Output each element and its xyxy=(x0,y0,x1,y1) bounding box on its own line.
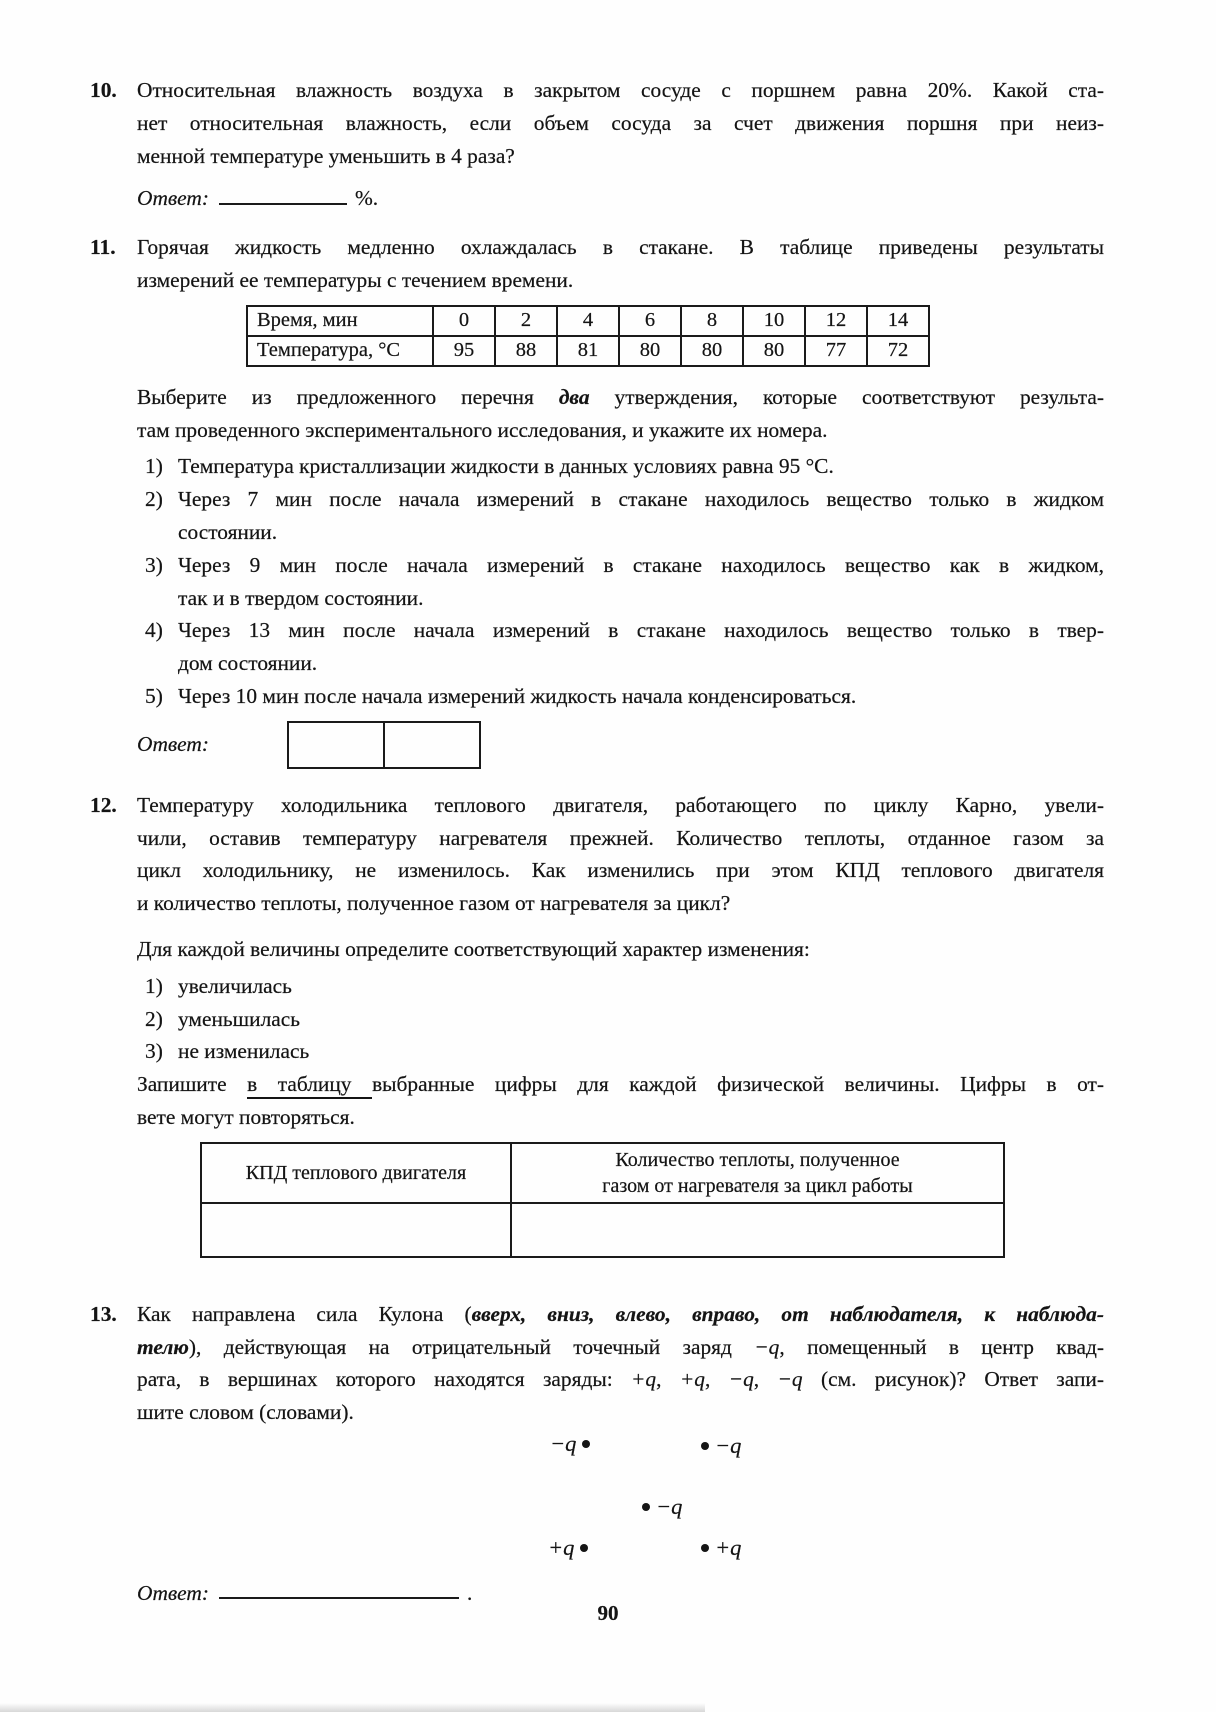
option-text xyxy=(178,1035,1104,1068)
table-cell: 6 xyxy=(619,306,681,336)
emphasized-text: телю xyxy=(137,1334,189,1359)
statement-number: 1) xyxy=(145,454,163,479)
answer-box xyxy=(287,721,481,769)
change-instruction: Для каждой величины определите соответствующий характер изменения: xyxy=(137,936,810,961)
text-line xyxy=(137,1298,1104,1331)
text-line: и количество теплоты, полученное газом от нагревателя за цикл? xyxy=(137,891,731,916)
table-row-time xyxy=(247,306,929,336)
charge-dot xyxy=(701,1442,709,1450)
text-segment: выбранные цифры для каждой физической величины. Цифры в от- xyxy=(372,1072,1105,1097)
text-line xyxy=(137,381,1104,414)
charge-bottom-right xyxy=(695,1534,742,1560)
statement-number: 5) xyxy=(145,683,163,708)
answer-cell-heat[interactable] xyxy=(511,1203,1004,1257)
statement-number: 4) xyxy=(145,618,163,643)
charge-symbol: −q xyxy=(728,1367,754,1392)
text-line: цикл холодильнику, не изменилось. Как изменились при этом КПД теплового двигателя xyxy=(137,858,1104,883)
table-cell: 95 xyxy=(433,336,495,366)
option-number: 1) xyxy=(145,973,163,998)
change-option-1 xyxy=(137,970,1104,1003)
statement-text xyxy=(178,450,1104,483)
text-line: Через 13 мин после начала измерений в стакане находилось вещество только в твер- xyxy=(178,618,1104,643)
table-cell: 80 xyxy=(681,336,743,366)
answer-box-cell-2[interactable] xyxy=(383,723,479,767)
table-cell: Время, мин xyxy=(247,306,433,336)
charge-bottom-left xyxy=(548,1534,594,1560)
problem-body xyxy=(137,231,1104,769)
text-line: Количество теплоты, полученное xyxy=(615,1148,900,1171)
text-segment: , помещенный в центр квад- xyxy=(779,1334,1105,1359)
text-line xyxy=(137,1363,1104,1396)
change-option-3 xyxy=(137,1035,1104,1068)
answer-table-12 xyxy=(200,1142,1005,1258)
charges-figure xyxy=(137,1430,1104,1561)
measurements-table xyxy=(246,305,930,367)
answer-row-11 xyxy=(137,721,1104,769)
text-segment: утверждения, которые соответствуют результа- xyxy=(589,384,1104,409)
statement-2 xyxy=(137,483,1104,549)
text-line: так и в твердом состоянии. xyxy=(178,585,424,610)
problem-number: 11. xyxy=(90,235,116,260)
table-cell: Температура, °С xyxy=(247,336,433,366)
emphasized-text: вверх, вниз, влево, вправо, от наблюдателя, к наблюда- xyxy=(471,1301,1104,1326)
charge-center xyxy=(636,1493,683,1519)
emphasized-word: два xyxy=(558,384,590,409)
problem-11 xyxy=(90,231,1104,769)
text-line: состоянии. xyxy=(178,519,278,544)
charge-label: +q xyxy=(715,1534,742,1560)
statement-text xyxy=(178,483,1104,549)
charge-symbol: +q xyxy=(679,1367,705,1392)
problem-12 xyxy=(90,789,1104,1258)
charge-label: −q xyxy=(656,1493,683,1519)
scan-edge-artifact xyxy=(0,1703,705,1712)
problem-body xyxy=(137,789,1104,1258)
table-cell: 80 xyxy=(619,336,681,366)
content xyxy=(90,74,1104,1610)
text-line: Через 9 мин после начала измерений в стакане находилось вещество как в жидком, xyxy=(178,552,1104,577)
answer-suffix: %. xyxy=(354,186,379,211)
statement-text xyxy=(178,614,1104,680)
table-cell: 77 xyxy=(805,336,867,366)
charge-dot xyxy=(701,1544,709,1552)
charge-symbol: +q xyxy=(631,1367,657,1392)
problem-body xyxy=(137,74,1104,215)
text-line: там проведенного экспериментального исследования, и укажите их номера. xyxy=(137,417,828,442)
text-line: не изменилась xyxy=(178,1039,310,1064)
option-number: 2) xyxy=(145,1006,163,1031)
statements-list xyxy=(137,450,1104,712)
charge-dot xyxy=(642,1503,650,1511)
charge-top-left xyxy=(550,1430,596,1456)
answer-box-cell-1[interactable] xyxy=(289,723,383,767)
text-segment: Как направлена сила Кулона ( xyxy=(137,1301,472,1326)
table-cell: 2 xyxy=(495,306,557,336)
answer-cell-efficiency[interactable] xyxy=(201,1203,511,1257)
text-segment: , xyxy=(753,1367,778,1392)
table-cell: 88 xyxy=(495,336,557,366)
table-row-temperature xyxy=(247,336,929,366)
text-line: нет относительная влажность, если объем сосуда за счет движения поршня при неиз- xyxy=(137,110,1104,135)
statement-text xyxy=(178,549,1104,615)
answer-label: Ответ: xyxy=(137,1580,209,1605)
option-number: 3) xyxy=(145,1039,163,1064)
answer-suffix: . xyxy=(466,1580,473,1605)
text-segment: Выберите из предложенного перечня xyxy=(137,384,559,409)
charge-symbol: −q xyxy=(777,1367,803,1392)
table-cell: 14 xyxy=(867,306,929,336)
table-cell: 81 xyxy=(557,336,619,366)
change-option-2 xyxy=(137,1003,1104,1036)
text-line: Горячая жидкость медленно охлаждалась в стакане. В таблице приведены результаты xyxy=(137,235,1104,260)
answer-blank[interactable] xyxy=(219,1595,459,1599)
text-segment: , xyxy=(704,1367,729,1392)
text-line: чили, оставив температуру нагревателя прежней. Количество теплоты, отданное газом за xyxy=(137,825,1104,850)
text-line: Через 7 мин после начала измерений в стакане находилось вещество только в жидком xyxy=(178,487,1104,512)
page-number: 90 xyxy=(597,1601,619,1625)
problem-body xyxy=(137,1298,1104,1610)
statement-number: 2) xyxy=(145,487,163,512)
text-line: измерений ее температуры с течением времени. xyxy=(137,267,574,292)
text-line: увеличилась xyxy=(178,973,292,998)
statement-text xyxy=(178,680,1104,713)
charge-label: +q xyxy=(548,1534,575,1560)
answer-blank[interactable] xyxy=(219,201,347,205)
header-efficiency: КПД теплового двигателя xyxy=(201,1143,511,1203)
text-segment: рата, в вершинах которого находятся заряды: xyxy=(137,1367,631,1392)
table-cell: 72 xyxy=(867,336,929,366)
table-cell: 10 xyxy=(743,306,805,336)
write-instruction xyxy=(137,1068,1104,1134)
header-heat xyxy=(511,1143,1004,1203)
table-cell: 80 xyxy=(743,336,805,366)
problem-10 xyxy=(90,74,1104,215)
table-cell: 4 xyxy=(557,306,619,336)
problem-number: 10. xyxy=(90,78,117,102)
text-segment: , xyxy=(656,1367,680,1392)
statement-3 xyxy=(137,549,1104,615)
problem-13 xyxy=(90,1298,1104,1610)
text-line: Температуру холодильника теплового двигателя, работающего по циклу Карно, увели- xyxy=(137,792,1104,817)
text-line: Температура кристаллизации жидкости в данных условиях равна 95 °С. xyxy=(178,454,834,479)
statement-1 xyxy=(137,450,1104,483)
table-cell: 8 xyxy=(681,306,743,336)
charge-dot xyxy=(582,1440,590,1448)
change-options-list xyxy=(137,970,1104,1068)
table-cell: 0 xyxy=(433,306,495,336)
select-instruction xyxy=(137,381,1104,447)
charge-label: −q xyxy=(715,1432,742,1458)
charge-dot xyxy=(580,1544,588,1552)
charge-label: −q xyxy=(550,1430,577,1456)
charge-top-right xyxy=(695,1432,742,1458)
statement-5 xyxy=(137,680,1104,713)
option-text xyxy=(178,970,1104,1003)
answer-row-10 xyxy=(137,182,1104,215)
text-segment: Запишите xyxy=(137,1072,248,1097)
text-segment: (см. рисунок)? Ответ запи- xyxy=(802,1367,1104,1392)
text-segment: ), действующая на отрицательный точечный заряд xyxy=(188,1334,755,1359)
charge-symbol: −q xyxy=(754,1334,780,1359)
option-text xyxy=(178,1003,1104,1036)
text-line: уменьшилась xyxy=(178,1006,300,1031)
problem-number: 13. xyxy=(90,1301,117,1326)
table-cell: 12 xyxy=(805,306,867,336)
text-line xyxy=(137,1331,1104,1364)
statement-4 xyxy=(137,614,1104,680)
problem-number: 12. xyxy=(90,792,117,817)
text-line: шите словом (словами). xyxy=(137,1400,354,1425)
text-line: Относительная влажность воздуха в закрытом сосуде с поршнем равна 20%. Какой ста- xyxy=(137,78,1104,102)
text-line: газом от нагревателя за цикл работы xyxy=(602,1174,913,1197)
table-header-row xyxy=(201,1143,1004,1203)
text-line: Через 10 мин после начала измерений жидкость начала конденсироваться. xyxy=(178,683,857,708)
text-line: дом состоянии. xyxy=(178,651,318,676)
text-line: менной температуре уменьшить в 4 раза? xyxy=(137,143,515,168)
underlined-text: в таблицу xyxy=(247,1072,372,1099)
text-line xyxy=(137,1068,1104,1101)
text-line: вете могут повторяться. xyxy=(137,1104,355,1129)
statement-number: 3) xyxy=(145,552,163,577)
answer-label: Ответ: xyxy=(137,732,209,757)
answer-label: Ответ: xyxy=(137,186,209,211)
table-answer-row xyxy=(201,1203,1004,1257)
